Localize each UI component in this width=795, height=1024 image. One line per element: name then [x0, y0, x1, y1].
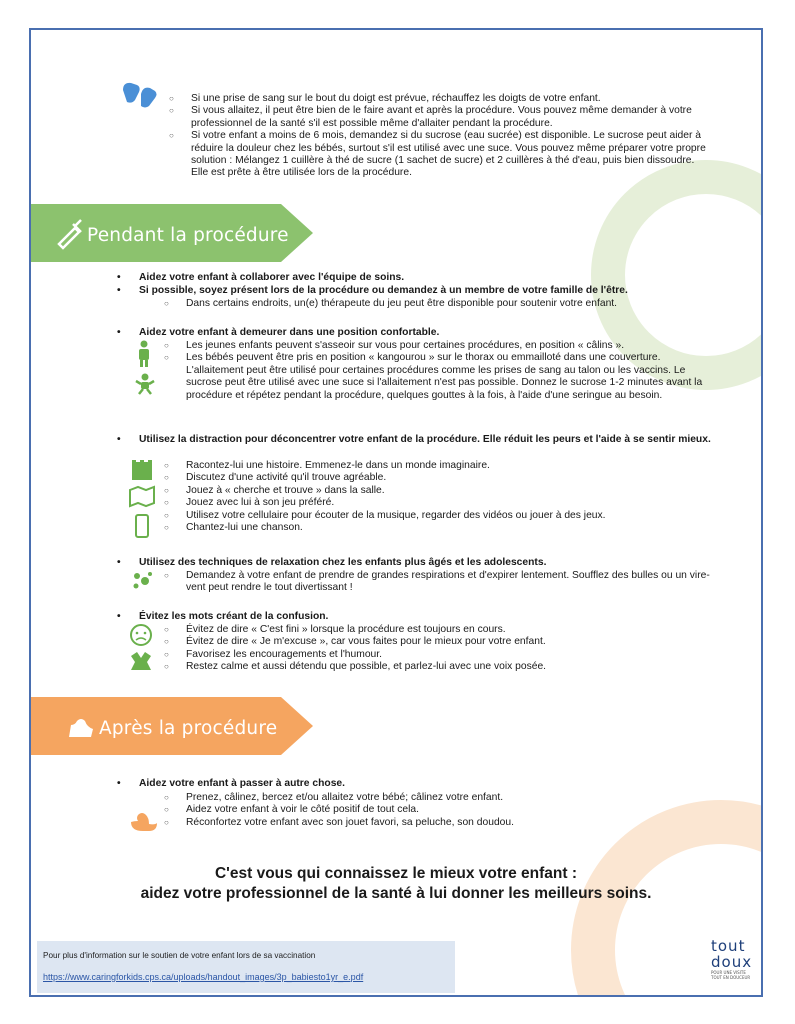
list-item: ○ Dans certains endroits, un(e) thérapeute du jeu peut être disponible pour soutenir votre enfant.: [186, 298, 706, 310]
list-item: ○ Les jeunes enfants peuvent s'asseoir sur vous pour certaines procédures, en position « câlins ».: [186, 340, 706, 352]
page-frame: [29, 28, 763, 997]
list-item: ○ Discutez d'une activité qu'il trouve agréable.: [186, 472, 726, 484]
list-item: ○ Évitez de dire « Je m'excuse », car vous faites pour le mieux pour votre enfant.: [186, 636, 706, 648]
list-item: ○ Si vous allaitez, il peut être bien de le faire avant et après la procédure. Vous pouvez même demander à votre professionnel de la santé s'il est possible même d'allaiter pendant la procédure.: [191, 105, 711, 130]
relaxation-list: [186, 570, 726, 595]
logo-tagline: POUR UNE VISITE TOUT EN DOUCEUR: [711, 970, 751, 980]
bullet-position: • Aidez votre enfant à demeurer dans une position confortable.: [139, 327, 719, 339]
closing-line-1: C'est vous qui connaissez le mieux votre enfant :: [214, 865, 577, 882]
footer-text: Pour plus d'information sur le soutien de votre enfant lors de sa vaccination: [43, 951, 316, 960]
section-title-during: Pendant la procédure: [87, 225, 289, 246]
closing-line-2: aidez votre professionnel de la santé à lui donner les meilleurs soins.: [140, 885, 652, 902]
bullet-present: • Si possible, soyez présent lors de la procédure ou demandez à un membre de votre famille de l'être.: [139, 285, 719, 297]
distraction-icons: [129, 460, 155, 544]
list-item: ○ Évitez de dire « C'est fini » lorsque la procédure est toujours en cours.: [186, 624, 706, 636]
bubbles-icon: [131, 570, 155, 592]
baby-icon: [135, 373, 155, 395]
position-list: [186, 340, 706, 402]
list-item: ○ Demandez à votre enfant de prendre de grandes respirations et d'expirer lentement. Soufflez des bulles ou un vire-vent peut rendre le tout divertissant !: [186, 570, 726, 595]
tout-doux-logo: [711, 938, 751, 980]
section-title-after: Après la procédure: [99, 718, 278, 739]
faces-icon: [129, 624, 155, 674]
confusion-list: [186, 624, 706, 674]
list-item: ○ Jouez à « cherche et trouve » dans la salle.: [186, 485, 726, 497]
footer-box: [37, 941, 455, 993]
list-item: ○ Réconfortez votre enfant avec son jouet favori, sa peluche, son doudou.: [186, 817, 706, 829]
after-list: [186, 792, 706, 829]
distraction-list: [186, 460, 726, 534]
list-item: ○ Prenez, câlinez, bercez et/ou allaitez votre bébé; câlinez votre enfant.: [186, 792, 706, 804]
present-list: [186, 298, 706, 310]
intro-list: [191, 93, 711, 180]
list-item: ○ Aidez votre enfant à voir le côté positif de tout cela.: [186, 804, 706, 816]
list-item: ○ Les bébés peuvent être pris en position « kangourou » sur le thorax ou emmailloté dans une couverture. L'allaitement peut être utilisé pour certaines procédures comme les prises de sang au talon ou les vaccins. Le sucrose peut être utilisé avec une suce si l'allaitement n'est pas possible. Donnez le sucrose 1-2 minutes avant la procédure et répétez pendant la procédure, quelques gouttes à la fois, à l'aide d'une seringue au besoin.: [186, 352, 706, 402]
list-item: ○ Chantez-lui une chanson.: [186, 522, 726, 534]
list-item: ○ Utilisez votre cellulaire pour écouter de la musique, regarder des vidéos ou jouer à des jeux.: [186, 510, 726, 522]
footer-link[interactable]: https://www.caringforkids.cps.ca/uploads/handout_images/3p_babiesto1yr_e.pdf: [43, 972, 364, 982]
bullet-confusion: • Évitez les mots créant de la confusion.: [139, 611, 719, 623]
rubber-duck-icon: [129, 810, 159, 832]
logo-line-2: doux: [711, 953, 753, 971]
bullet-relaxation: • Utilisez des techniques de relaxation chez les enfants plus âgés et les adolescents.: [139, 557, 719, 569]
bullet-collaborate: • Aidez votre enfant à collaborer avec l'équipe de soins.: [139, 272, 719, 284]
parent-child-icon: [135, 340, 153, 368]
list-item: ○ Restez calme et aussi détendu que possible, et parlez-lui avec une voix posée.: [186, 661, 706, 673]
list-item: ○ Racontez-lui une histoire. Emmenez-le dans un monde imaginaire.: [186, 460, 726, 472]
list-item: ○ Si une prise de sang sur le bout du doigt est prévue, réchauffez les doigts de votre enfant.: [191, 93, 711, 105]
list-item: ○ Si votre enfant a moins de 6 mois, demandez si du sucrose (eau sucrée) est disponible. Le sucrose peut aider à réduire la douleur chez les bébés, surtout s'il est utilisé avec une suce. Vous pouvez même préparer votre propre solution : Mélangez 1 cuillère à thé de sucre (1 sachet de sucre) et 2 cuillères à thé d'eau, puis bien dissoudre. Elle est prête à être utilisée lors de la procédure.: [191, 130, 711, 180]
logo-line-1: tout: [711, 937, 746, 955]
list-item: ○ Favorisez les encouragements et l'humour.: [186, 649, 706, 661]
list-item: ○ Jouez avec lui à son jeu préféré.: [186, 497, 726, 509]
bullet-move-on: • Aidez votre enfant à passer à autre chose.: [139, 778, 719, 790]
bullet-distraction: • Utilisez la distraction pour déconcentrer votre enfant de la procédure. Elle réduit les peurs et l'aide à se sentir mieux.: [139, 434, 719, 446]
mittens-icon: [119, 80, 161, 110]
